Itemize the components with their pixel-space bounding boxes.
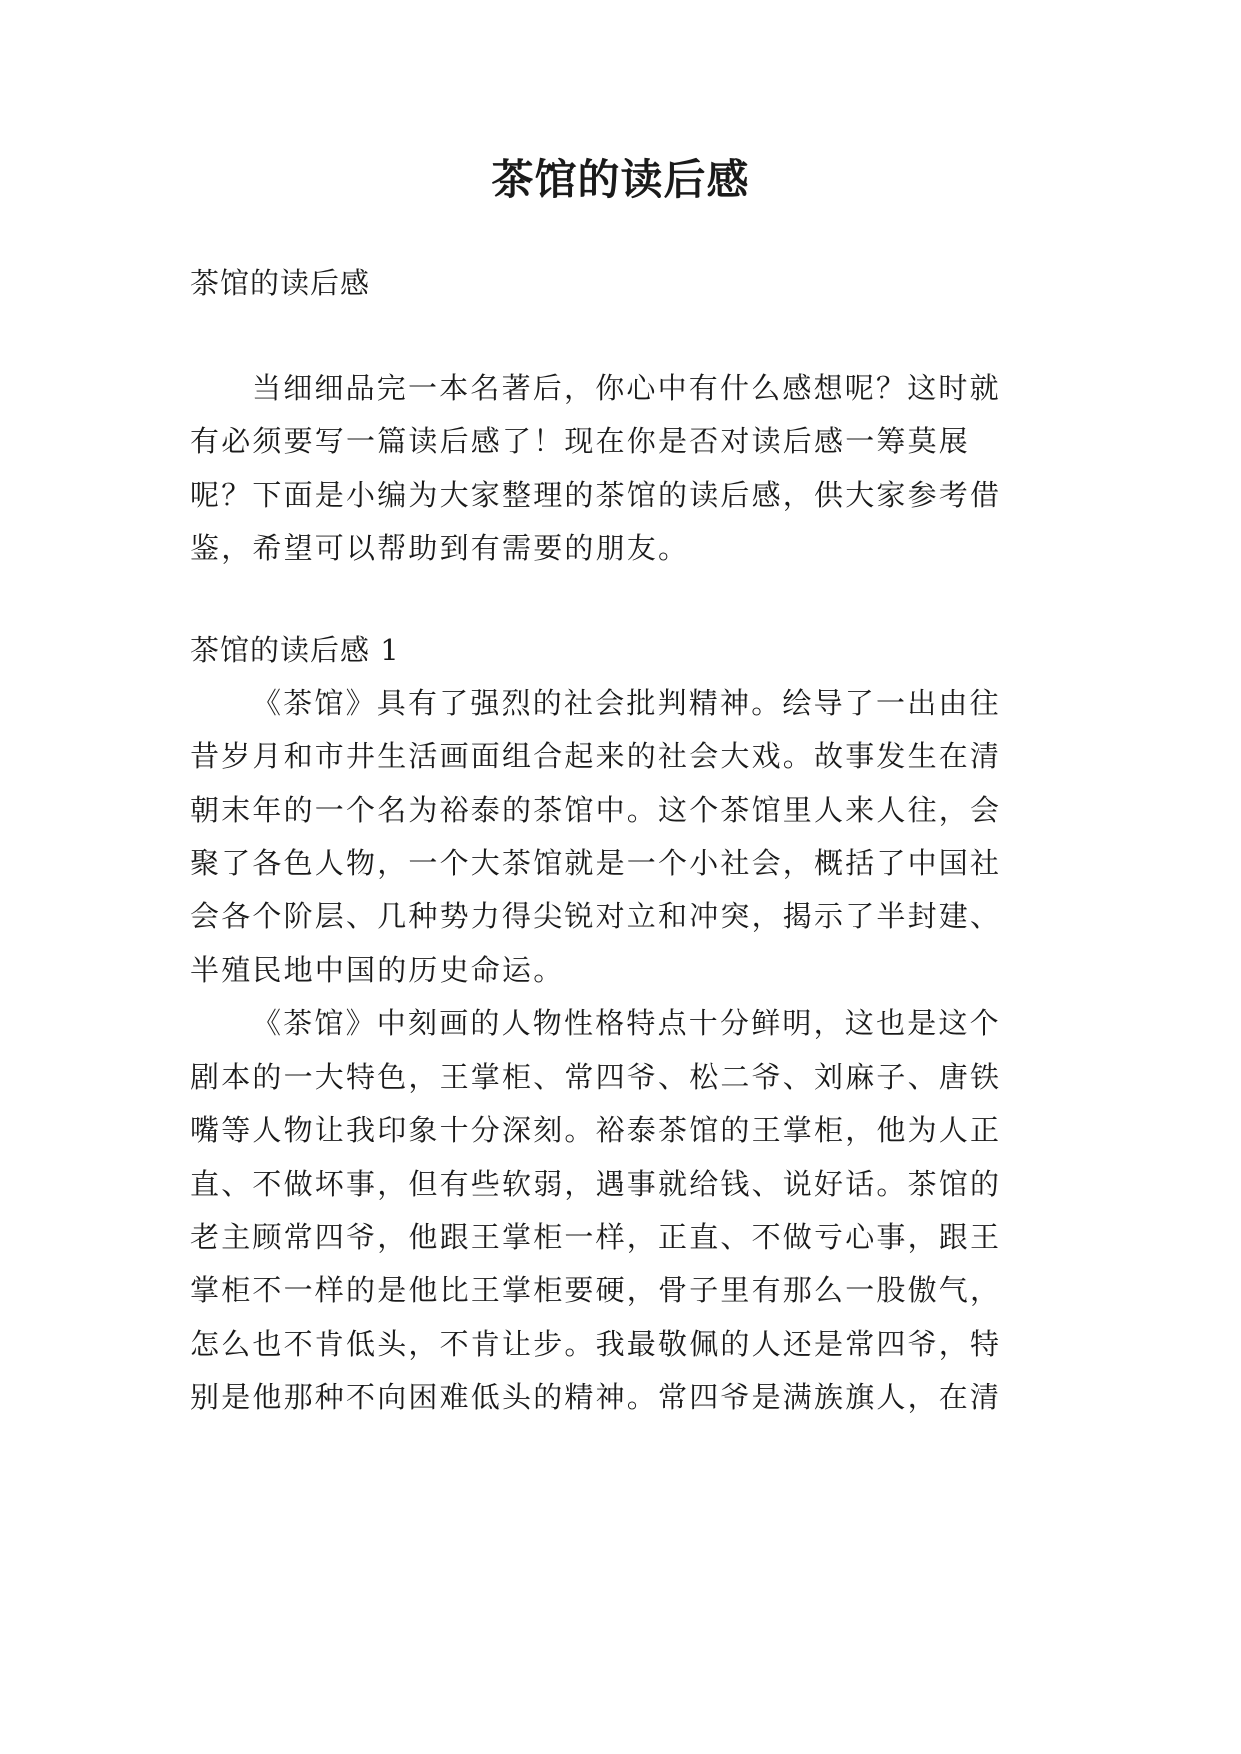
document-title: 茶馆的读后感 <box>491 155 750 204</box>
paragraph-line: 朝末年的一个名为裕泰的茶馆中。这个茶馆里人来人往，会 <box>190 793 1002 827</box>
intro-line: 鉴，希望可以帮助到有需要的朋友。 <box>190 531 690 565</box>
paragraph-line: 掌柜不一样的是他比王掌柜要硬，骨子里有那么一股傲气， <box>190 1273 1002 1307</box>
paragraph-line: 怎么也不肯低头，不肯让步。我最敬佩的人还是常四爷，特 <box>190 1327 1002 1361</box>
paragraph-line: 《茶馆》中刻画的人物性格特点十分鲜明，这也是这个 <box>252 1006 1001 1040</box>
paragraph-line: 直、不做坏事，但有些软弱，遇事就给钱、说好话。茶馆的 <box>190 1167 1002 1201</box>
paragraph-line: 别是他那种不向困难低头的精神。常四爷是满族旗人，在清 <box>190 1380 1002 1414</box>
intro-line: 呢？下面是小编为大家整理的茶馆的读后感，供大家参考借 <box>190 478 1002 512</box>
paragraph-line: 嘴等人物让我印象十分深刻。裕泰茶馆的王掌柜，他为人正 <box>190 1113 1002 1147</box>
paragraph-line: 半殖民地中国的历史命运。 <box>190 953 565 987</box>
paragraph-line: 《茶馆》具有了强烈的社会批判精神。绘导了一出由往 <box>252 686 1001 720</box>
paragraph-line: 剧本的一大特色，王掌柜、常四爷、松二爷、刘麻子、唐铁 <box>190 1060 1002 1094</box>
intro-line: 有必须要写一篇读后感了！现在你是否对读后感一筹莫展 <box>190 424 971 458</box>
section-heading: 茶馆的读后感 1 <box>190 633 400 667</box>
paragraph-line: 昔岁月和市井生活画面组合起来的社会大戏。故事发生在清 <box>190 739 1002 773</box>
paragraph-line: 老主顾常四爷，他跟王掌柜一样，正直、不做亏心事，跟王 <box>190 1220 1002 1254</box>
intro-line: 当细细品完一本名著后，你心中有什么感想呢？这时就 <box>252 371 1001 405</box>
subtitle: 茶馆的读后感 <box>190 266 371 300</box>
paragraph-line: 聚了各色人物，一个大茶馆就是一个小社会，概括了中国社 <box>190 846 1002 880</box>
paragraph-line: 会各个阶层、几种势力得尖锐对立和冲突，揭示了半封建、 <box>190 899 1002 933</box>
